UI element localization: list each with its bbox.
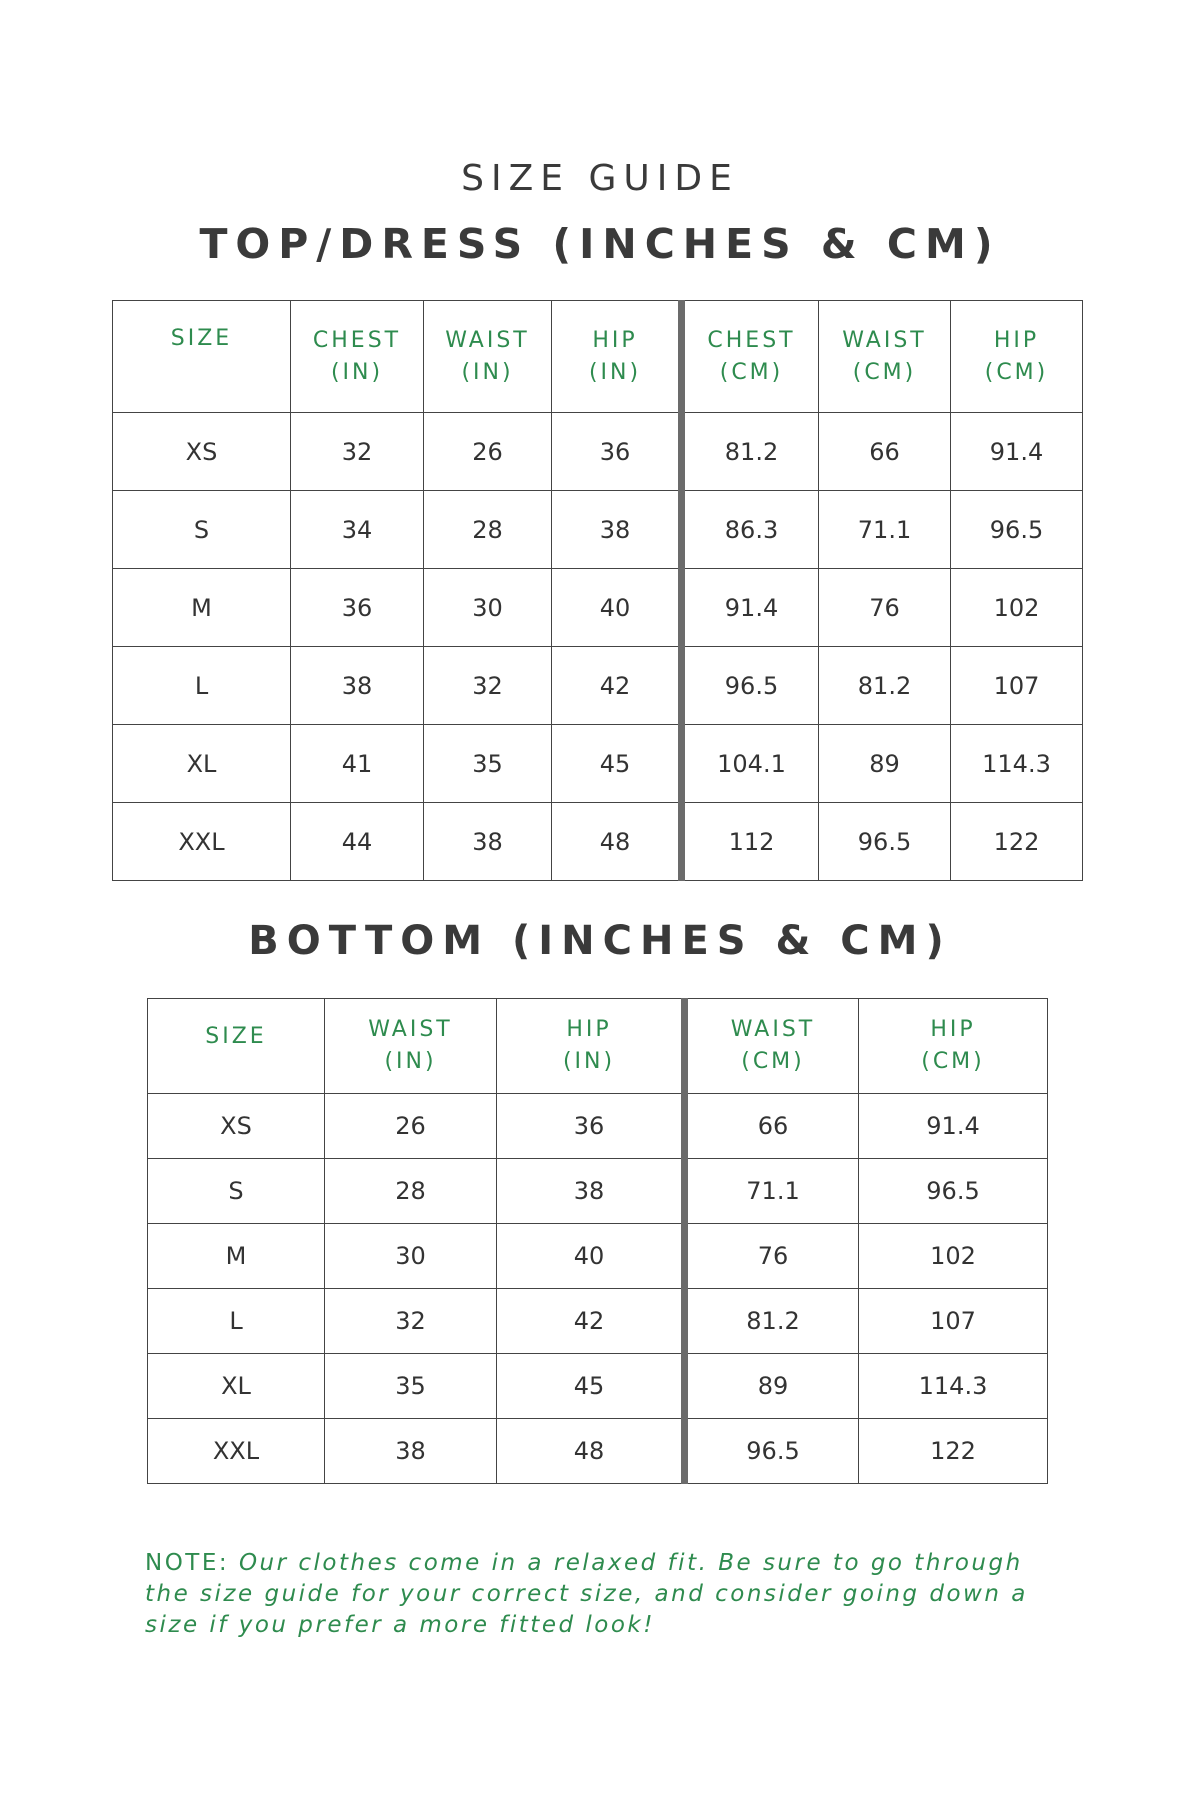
waist-in-cell: 32 (325, 1289, 497, 1354)
header-label: WAIST (368, 1017, 453, 1042)
hip-in-cell: 45 (497, 1354, 685, 1419)
chest-in-cell: 32 (291, 413, 424, 491)
waist-cm-cell: 96.5 (819, 803, 951, 881)
hip-cm-cell: 102 (951, 569, 1083, 647)
hip-cm-cell: 107 (951, 647, 1083, 725)
hip-in-cell: 45 (552, 725, 682, 803)
header-label: WAIST (842, 327, 927, 353)
header-unit: (CM) (741, 1049, 805, 1074)
column-header-chest-in (291, 301, 424, 413)
waist-cm-cell: 89 (685, 1354, 859, 1419)
waist-in-cell: 30 (325, 1224, 497, 1289)
chest-in-cell: 44 (291, 803, 424, 881)
size-cell: L (148, 1289, 325, 1354)
top-dress-size-table (112, 300, 1083, 881)
waist-cm-cell: 71.1 (685, 1159, 859, 1224)
waist-in-cell: 30 (424, 569, 552, 647)
waist-in-cell: 38 (325, 1419, 497, 1484)
fit-note (145, 1548, 1055, 1641)
size-cell: XL (148, 1354, 325, 1419)
waist-cm-cell: 76 (685, 1224, 859, 1289)
table-row (148, 1419, 1048, 1484)
header-label: HIP (566, 1017, 612, 1042)
waist-in-cell: 28 (424, 491, 552, 569)
size-cell: S (148, 1159, 325, 1224)
hip-cm-cell: 102 (859, 1224, 1048, 1289)
chest-cm-cell: 112 (682, 803, 819, 881)
header-unit: (CM) (984, 359, 1049, 385)
header-unit: (IN) (461, 359, 514, 385)
header-unit: (IN) (562, 1049, 616, 1074)
hip-cm-cell: 96.5 (859, 1159, 1048, 1224)
header-unit: (CM) (852, 359, 917, 385)
column-header-hip-in (552, 301, 682, 413)
header-label: HIP (930, 1017, 976, 1042)
waist-cm-cell: 66 (819, 413, 951, 491)
header-label: WAIST (445, 327, 530, 353)
size-cell: XXL (148, 1419, 325, 1484)
header-label: HIP (993, 327, 1040, 353)
table-header-row (148, 999, 1048, 1094)
table-row (148, 1159, 1048, 1224)
waist-cm-cell: 81.2 (819, 647, 951, 725)
note-label: NOTE: (145, 1550, 230, 1576)
table-row (113, 725, 1083, 803)
table-row (148, 1289, 1048, 1354)
hip-cm-cell: 122 (859, 1419, 1048, 1484)
waist-cm-cell: 96.5 (685, 1419, 859, 1484)
table-row (113, 491, 1083, 569)
column-header-size: SIZE (113, 301, 291, 413)
waist-in-cell: 26 (424, 413, 552, 491)
note-text: Our clothes come in a relaxed fit. Be sure to go through the size guide for your correct size, and consider going down a size if you prefer a more fitted look! (145, 1550, 1028, 1638)
hip-in-cell: 36 (552, 413, 682, 491)
waist-in-cell: 26 (325, 1094, 497, 1159)
waist-cm-cell: 81.2 (685, 1289, 859, 1354)
column-header-waist-cm (685, 999, 859, 1094)
table-row (148, 1354, 1048, 1419)
size-cell: L (113, 647, 291, 725)
table-row (148, 1094, 1048, 1159)
hip-cm-cell: 114.3 (951, 725, 1083, 803)
header-unit: (IN) (330, 359, 384, 385)
column-header-hip-cm (859, 999, 1048, 1094)
waist-in-cell: 38 (424, 803, 552, 881)
hip-in-cell: 48 (497, 1419, 685, 1484)
chest-in-cell: 34 (291, 491, 424, 569)
header-label: CHEST (707, 327, 796, 353)
column-header-waist-in (325, 999, 497, 1094)
waist-in-cell: 32 (424, 647, 552, 725)
header-unit: (CM) (719, 359, 784, 385)
chest-cm-cell: 86.3 (682, 491, 819, 569)
column-header-waist-cm (819, 301, 951, 413)
hip-cm-cell: 107 (859, 1289, 1048, 1354)
size-cell: XL (113, 725, 291, 803)
hip-cm-cell: 114.3 (859, 1354, 1048, 1419)
hip-in-cell: 40 (552, 569, 682, 647)
chest-in-cell: 36 (291, 569, 424, 647)
chest-cm-cell: 104.1 (682, 725, 819, 803)
table-row (148, 1224, 1048, 1289)
header-label: WAIST (730, 1017, 816, 1042)
hip-in-cell: 42 (552, 647, 682, 725)
size-cell: M (113, 569, 291, 647)
page-title: SIZE GUIDE (461, 158, 739, 199)
hip-in-cell: 42 (497, 1289, 685, 1354)
hip-cm-cell: 91.4 (859, 1094, 1048, 1159)
hip-in-cell: 48 (552, 803, 682, 881)
hip-cm-cell: 96.5 (951, 491, 1083, 569)
waist-cm-cell: 76 (819, 569, 951, 647)
column-header-size: SIZE (148, 999, 325, 1094)
chest-cm-cell: 81.2 (682, 413, 819, 491)
waist-in-cell: 28 (325, 1159, 497, 1224)
chest-cm-cell: 91.4 (682, 569, 819, 647)
hip-in-cell: 38 (552, 491, 682, 569)
table-row (113, 569, 1083, 647)
waist-in-cell: 35 (325, 1354, 497, 1419)
top-dress-heading: TOP/DRESS (INCHES & CM) (199, 220, 1001, 268)
column-header-waist-in (424, 301, 552, 413)
table-row (113, 413, 1083, 491)
column-header-chest-cm (682, 301, 819, 413)
hip-in-cell: 36 (497, 1094, 685, 1159)
hip-in-cell: 40 (497, 1224, 685, 1289)
hip-in-cell: 38 (497, 1159, 685, 1224)
chest-in-cell: 41 (291, 725, 424, 803)
header-unit: (CM) (921, 1049, 985, 1074)
chest-cm-cell: 96.5 (682, 647, 819, 725)
header-unit: (IN) (588, 359, 642, 385)
size-cell: M (148, 1224, 325, 1289)
column-header-hip-cm (951, 301, 1083, 413)
table-row (113, 803, 1083, 881)
hip-cm-cell: 122 (951, 803, 1083, 881)
hip-cm-cell: 91.4 (951, 413, 1083, 491)
bottom-heading: BOTTOM (INCHES & CM) (248, 918, 952, 964)
size-cell: XXL (113, 803, 291, 881)
chest-in-cell: 38 (291, 647, 424, 725)
waist-cm-cell: 66 (685, 1094, 859, 1159)
header-label: HIP (592, 327, 638, 353)
size-cell: S (113, 491, 291, 569)
size-cell: XS (148, 1094, 325, 1159)
table-row (113, 647, 1083, 725)
column-header-hip-in (497, 999, 685, 1094)
waist-cm-cell: 89 (819, 725, 951, 803)
table-header-row (113, 301, 1083, 413)
header-unit: (IN) (384, 1049, 437, 1074)
header-label: CHEST (312, 327, 402, 353)
size-cell: XS (113, 413, 291, 491)
waist-cm-cell: 71.1 (819, 491, 951, 569)
bottom-size-table (147, 998, 1048, 1484)
waist-in-cell: 35 (424, 725, 552, 803)
